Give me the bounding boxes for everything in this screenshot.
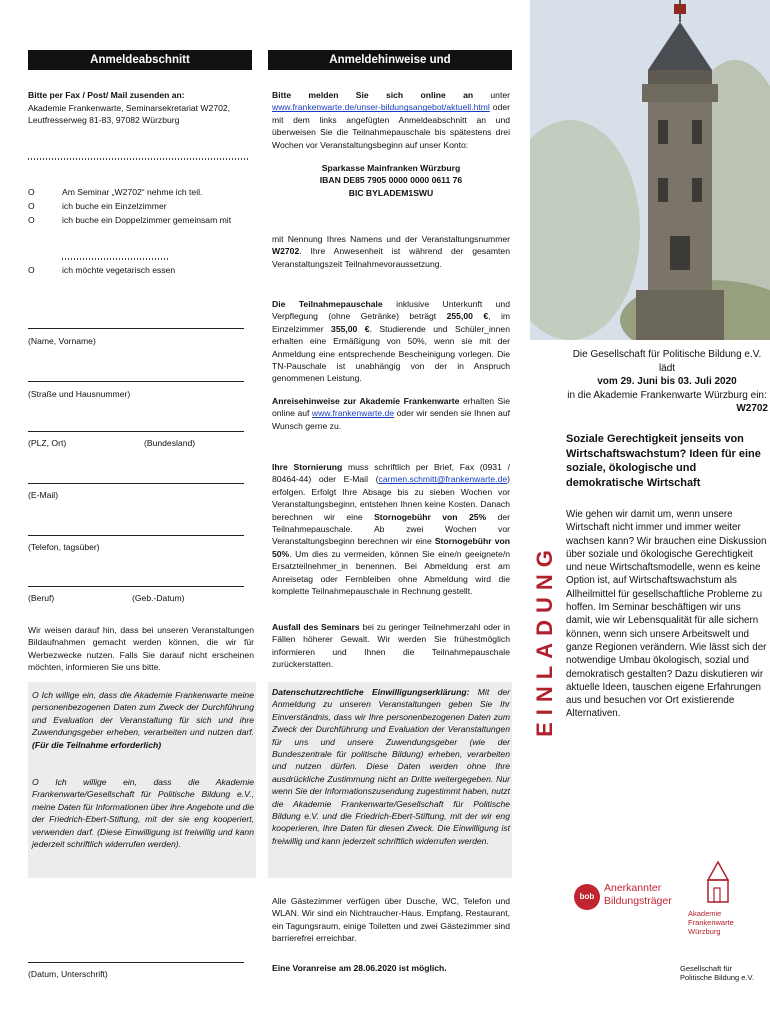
tower-photo [530, 0, 770, 340]
travel-text [272, 395, 510, 432]
phone-label: (Telefon, tagsüber) [28, 542, 100, 552]
street-label: (Straße und Hausnummer) [28, 389, 131, 399]
option-label: ich buche ein Doppelzimmer gemeinsam mit [62, 215, 232, 225]
phone-field[interactable] [28, 535, 244, 536]
ausfall-1: bei zu geringer Teilnehmerzahl oder in Fällen höherer Gewalt. Wir werden Sie frühestmöglich informieren und Ihnen die Teilnahmepauschale zurückerstatten. [272, 622, 510, 670]
roommate-field[interactable] [62, 258, 168, 260]
travel-1: erhalten Sie online auf [272, 396, 510, 419]
event-description: Wie gehen wir damit um, wenn unsere Wirtschaft nicht immer und immer weiter wachsen kann? Wir brauchen eine Diskussion über soziale und ökologische Gerechtigkeit und neue Wirtschaftsmodelle, wenn es keine Option ist, auf Wirtschaftswachstum als Allheilmittel für gesellschaftliche Probleme zu hoffen. Im Seminar beschäftigen wir uns damit, wie wir Lebensqualität für alle sichern können, wenn sich unsere Arbeitswelt und ganze Regionen verändern. Wie lässt sich der notwendige Umbau ökologisch, sozial und demokratisch gestalten? Dazu diskutieren wir aktuelle Ideen, tauschen eigene Erfahrungen aus und besuchen vor Ort existierende Alternativen. [566, 509, 767, 720]
cancellation-text [272, 461, 510, 597]
reference-pre: mit Nennung Ihres Namens und der Veranstaltungsnummer [272, 234, 510, 244]
address-line-1: Akademie Frankenwarte, Seminarsekretariat W2702, [28, 103, 231, 113]
akademie-line-1: Akademie [688, 909, 722, 918]
email-field[interactable] [28, 483, 244, 484]
reference-text [272, 233, 510, 270]
early-arrival-text: Eine Voranreise am 28.06.2020 ist möglich. [272, 963, 447, 973]
option-single-room[interactable] [28, 200, 167, 212]
name-field[interactable] [28, 328, 244, 329]
dotted-divider [28, 158, 250, 160]
online-bold: Bitte melden Sie sich online an [272, 90, 474, 100]
name-label: (Name, Vorname) [28, 336, 96, 346]
bank-details [272, 162, 510, 199]
email-label: (E-Mail) [28, 490, 59, 500]
gpb-line-2: Politische Bildung e.V. [680, 973, 754, 982]
fee-2: , im Einzelzimmer [272, 311, 511, 334]
travel-2: oder wir senden sie Ihnen auf Wunsch gerne zu. [272, 408, 510, 431]
cancel-bold: Ihre Stornierung [272, 462, 343, 472]
bob-logo: bob [574, 884, 600, 910]
online-link[interactable]: www.frankenwarte.de/unser-bildungsangebot/aktuell.html [272, 102, 490, 113]
option-label: ich möchte vegetarisch essen [62, 265, 176, 275]
event-code: W2702 [736, 403, 768, 414]
intro-date: vom 29. Juni bis 03. Juli 2020 [597, 376, 737, 387]
plz-label: (PLZ, Ort) [28, 438, 67, 448]
cancel-4: . Um dies zu vermeiden, können Sie eine/n geeignete/n Ersatzteilnehmer_in benennen. Bei Abmeldung erst am Anreisetag oder Fernbleiben ohne Abmeldung wird die komplette Teilnahmepauschale in Rechnung gestellt. [272, 548, 510, 597]
travel-link[interactable]: www.frankenwarte.de [311, 408, 395, 419]
spine-text: EINLADUNG [532, 543, 557, 737]
privacy-bold: Datenschutzrechtliche Einwilligungserklärung: [272, 687, 470, 697]
radio-mark[interactable]: O [28, 215, 35, 225]
fee-value-1: 255,00 € [446, 311, 489, 322]
fax-title: Bitte per Fax / Post/ Mail zusenden an: [28, 90, 185, 100]
online-rest: oder mit dem links angefügten Anmeldeabschnitt an und überweisen Sie die Teilnahmepauschale bis spätestens drei Wochen vor Veranstaltungsbeginn auf unser Konto: [272, 102, 510, 150]
event-title: Soziale Gerechtigkeit jenseits von Wirtschaftswachstum? Ideen für eine soziale, ökologische und demokratische Wirtschaft [566, 433, 761, 489]
job-label: (Beruf) [28, 593, 55, 603]
section-header-anmeldeabschnitt: Anmeldeabschnitt [28, 50, 252, 70]
akademie-line-2: Frankenwarte [688, 918, 734, 927]
fee-3: . Studierende und Schüler_innen erhalten eine Ermäßigung von 50%, wenn sie mit der Anmeldung eine entsprechende Bescheinigung vorlegen. Die TN-Pauschale ist unabhängig von der in Anspruch genommenen Leistung. [272, 323, 510, 384]
akademie-text [680, 909, 760, 936]
address-line-2: Leutfresserweg 81-83, 97082 Würzburg [28, 115, 180, 125]
tower-illustration [530, 0, 770, 340]
bank-bic: BIC BYLADEM1SWU [348, 187, 434, 198]
signature-field[interactable] [28, 962, 244, 963]
ausfall-bold: Ausfall des Seminars [272, 622, 360, 632]
online-registration-text [272, 89, 510, 151]
option-vegetarian[interactable] [28, 264, 175, 276]
job-field[interactable] [28, 586, 244, 587]
gpb-logo-text [680, 964, 754, 982]
badge-line-2: Bildungsträger [604, 895, 672, 907]
option-label: ich buche ein Einzelzimmer [62, 201, 167, 211]
consent-required-text: O Ich willige ein, dass die Akademie Frankenwarte meine personenbezogenen Daten zum Zweck der Durchführung und Evaluation der Veranstaltung für sich und ihre Zuwendungsgeber erheben, verarbeiten und nutzen darf. [32, 690, 254, 738]
signature-label: (Datum, Unterschrift) [28, 969, 108, 979]
rooms-text: Alle Gästezimmer verfügen über Dusche, WC, Telefon und WLAN. Wir sind ein Nichtraucher-Haus. Empfang, Restaurant, ein Tagungsraum, einige Toiletten und zwei Gästezimmer sind barrierefrei erreichbar. [272, 896, 510, 944]
fee-value-2: 355,00 € [331, 323, 370, 334]
akademie-line-3: Würzburg [688, 927, 721, 936]
intro-line-1: Die Gesellschaft für Politische Bildung e.V. lädt [572, 349, 762, 374]
option-participate[interactable] [28, 186, 202, 198]
privacy-text [272, 686, 510, 847]
badge-text [604, 882, 672, 908]
cancel-2: ) erfolgen. Erfolgt Ihre Absage bis zu sieben Wochen vor Veranstaltungsbeginn, entstehen Ihnen keine Kosten. Danach berechnen wir eine [272, 474, 510, 522]
consent-required[interactable] [32, 689, 254, 751]
intro-line-2: in die Akademie Frankenwarte Würzburg ein: [567, 389, 767, 401]
gpb-line-1: Gesellschaft für [680, 964, 733, 973]
birth-label: (Geb.-Datum) [132, 593, 185, 603]
reference-code: W2702 [272, 246, 300, 257]
consent-required-note: (Für die Teilnahme erforderlich) [32, 739, 162, 750]
consent-optional[interactable]: O Ich willige ein, dass die Akademie Frankenwarte/Gesellschaft für Politische Bildung e.V., meine Daten für Informationen über ihre Angebote und die der Friedrich-Ebert-Stiftung, mit der sie eng kooperiert, verwenden darf. (Diese Einwilligung ist freiwillig und kann jederzeit schriftlich widerrufen werden). [32, 777, 254, 850]
badge-line-1: Anerkannter [604, 882, 662, 894]
akademie-tower-icon [680, 860, 760, 904]
akademie-logo [680, 860, 760, 940]
fee-1: inklusive Unterkunft und Verpflegung (ohne Getränke) beträgt [272, 299, 510, 322]
cancel-fee-50: Stornogebühr von 50% [272, 536, 510, 559]
reference-rest: . Ihre Anwesenheit ist während der gesamten Veranstaltungszeit Teilnahmevoraussetzung. [272, 246, 510, 269]
fee-text [272, 298, 510, 385]
recognized-provider-badge [574, 880, 674, 920]
option-label: Am Seminar „W2702“ nehme ich teil. [62, 187, 203, 197]
radio-mark[interactable]: O [28, 187, 35, 197]
state-label: (Bundesland) [144, 438, 196, 448]
radio-mark[interactable]: O [28, 201, 35, 211]
cancel-1: muss schriftlich per Brief, Fax (0931 / 80464-44) oder E-Mail ( [272, 462, 510, 485]
cancel-email-link[interactable]: carmen.schmitt@frankenwarte.de [378, 474, 508, 485]
fee-bold: Die Teilnahmepauschale [272, 299, 383, 309]
intro-block [566, 348, 768, 416]
option-double-room[interactable] [28, 214, 231, 226]
photo-notice: Wir weisen darauf hin, dass bei unseren Veranstaltungen Bildaufnahmen gemacht werden können, die wir für Werbezwecke nutzen. Falls Sie darauf nicht erscheinen möchten, informieren Sie uns bitte. [28, 625, 254, 673]
cancel-fee-25: Stornogebühr von 25% [374, 511, 487, 522]
section-header-teilnahmebedingungen: Anmeldehinweise und Teilnahmebedingungen [268, 50, 512, 70]
bank-iban: IBAN DE85 7905 0000 0000 0611 76 [319, 175, 463, 186]
street-field[interactable] [28, 381, 244, 382]
travel-bold: Anreisehinweise zur Akademie Frankenwarte [272, 396, 460, 406]
privacy-body: Mit der Anmeldung zu unseren Veranstaltungen geben Sie Ihr Einverständnis, dass wir Ihre personenbezogenen Daten zum Zweck der Durchführung und Evaluation der Veranstaltungen für uns und unsere Zuwendungsgeber (wie der Bundeszentrale für politische Bildung) erheben, verarbeiten und nutzen dürfen. Diese Daten werden ohne Ihre ausdrückliche Zustimmung nicht an Dritte weitergegeben. Nur wenn Sie der Informationszusendung zugestimmt haben, nutzt die Akademie Frankenwarte/Gesellschaft für Politische Bildung e.V. und die Friedrich-Ebert-Stiftung, mit der wir eng kooperieren, Ihre Daten für diesen Zweck. Die Einwilligung ist freiwillig und kann jederzeit schriftlich widerrufen werden. [272, 687, 510, 846]
radio-mark[interactable]: O [28, 265, 35, 275]
online-pre: unter [473, 90, 510, 100]
invitation-panel [530, 0, 770, 1024]
cancel-3: der Teilnahmepauschale. Ab zwei Wochen vor Veranstaltungsbeginn berechnen wir eine [272, 511, 510, 547]
spine-title [532, 480, 558, 800]
plz-field[interactable] [28, 431, 244, 432]
bank-name: Sparkasse Mainfranken Würzburg [321, 163, 461, 173]
cancellation-seminar-text [272, 621, 510, 671]
